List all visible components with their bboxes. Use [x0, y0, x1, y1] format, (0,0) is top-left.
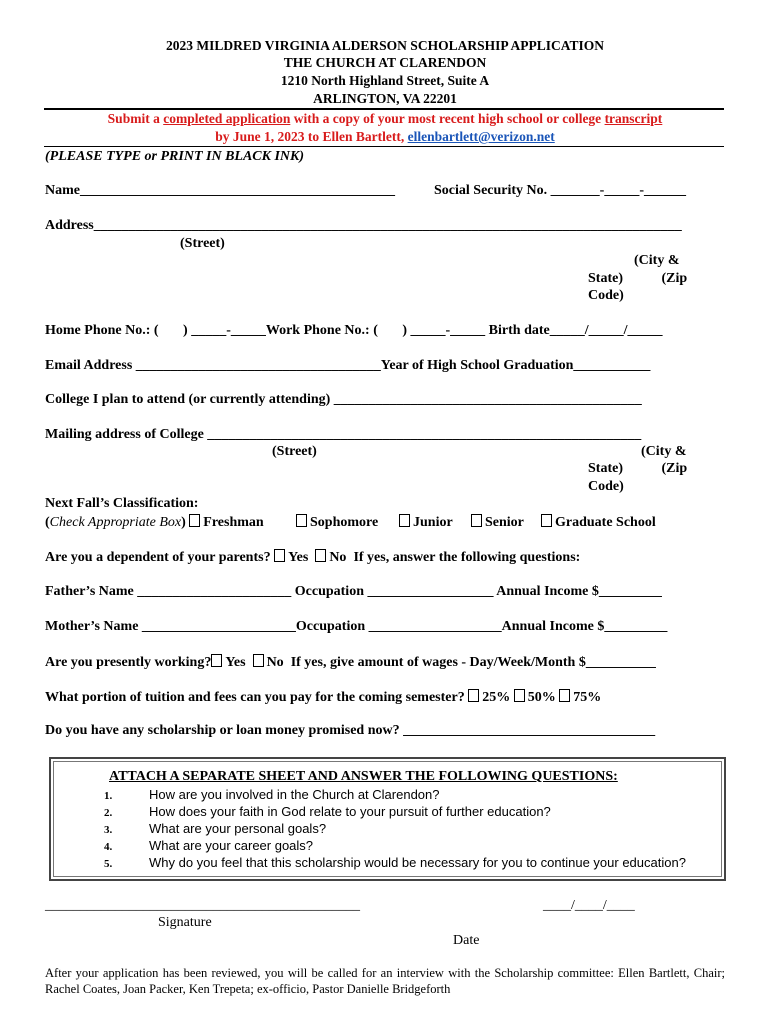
graduate-option — [541, 514, 656, 531]
header-rule — [44, 108, 724, 110]
submission-notice-line1 — [0, 111, 770, 127]
mailing-street-label: (Street) — [272, 444, 317, 459]
scholarship-row[interactable]: Do you have any scholarship or loan money promised now? ____________________________________ — [45, 723, 656, 738]
checkbox-sophomore[interactable] — [296, 514, 307, 527]
tuition-question: What portion of tuition and fees can you pay for the coming semester? — [45, 690, 465, 705]
email-graduation-row[interactable]: Email Address ___________________________________Year of High School Graduation___________ — [45, 358, 651, 373]
sophomore-option — [296, 514, 378, 531]
notice-completed: completed application — [163, 111, 291, 126]
phone-birthdate-row[interactable]: Home Phone No.: ( ) _____-_____Work Phone No.: ( ) _____-_____ Birth date_____/_____/_____ — [45, 323, 663, 338]
checkbox-working-no[interactable] — [253, 654, 264, 667]
question-text: What are your career goals? — [149, 838, 314, 853]
address-state-zip-label: State) (Zip — [588, 271, 688, 286]
check-box-label: Check Appropriate Box — [49, 515, 182, 530]
notice-pre: Submit a — [107, 111, 164, 126]
attach-title: ATTACH A SEPARATE SHEET AND ANSWER THE FOLLOWING QUESTIONS: — [109, 769, 618, 784]
working-row — [45, 654, 656, 671]
option-25: 25% — [482, 690, 511, 705]
option-graduate: Graduate School — [555, 515, 656, 530]
checkbox-dependent-yes[interactable] — [274, 549, 285, 562]
mailing-code-label: Code) — [588, 479, 624, 494]
notice-line2: by June 1, 2023 to Ellen Bartlett, — [215, 129, 408, 144]
dependent-followup: If yes, answer the following questions: — [353, 550, 581, 565]
signature-label: Signature — [158, 915, 212, 930]
checkbox-25[interactable] — [468, 689, 479, 702]
dependent-question: Are you a dependent of your parents? — [45, 550, 271, 565]
mother-row[interactable]: Mother’s Name ______________________Occupation ___________________Annual Income $_________ — [45, 619, 668, 634]
checkbox-junior[interactable] — [399, 514, 410, 527]
submission-notice-line2 — [0, 129, 770, 145]
option-freshman: Freshman — [203, 515, 264, 530]
mailing-state-zip-label: State) (Zip — [588, 461, 688, 476]
date-line[interactable]: ____/____/____ — [543, 898, 635, 913]
church-street: 1210 North Highland Street, Suite A — [280, 73, 490, 88]
church-name: THE CHURCH AT CLARENDON — [283, 55, 487, 70]
footer-note: After your application has been reviewed, you will be called for an interview with the Scholarship committee: Ellen Bartlett, Chair; Rachel Coates, Joan Packer, Ken Trepeta; ex-officio, Pastor Danielle Bridgeforth — [45, 966, 725, 996]
working-yes: Yes — [225, 655, 246, 670]
dependent-row — [45, 549, 580, 566]
college-mailing-field[interactable]: Mailing address of College ______________________________________________________________ — [45, 427, 642, 442]
classification-row: (Check Appropriate Box) Freshman — [45, 515, 264, 530]
senior-option — [471, 514, 524, 531]
question-num: 4. — [104, 841, 113, 853]
notice-mid: with a copy of your most recent high school or college — [290, 111, 605, 126]
ink-instruction: (PLEASE TYPE or PRINT IN BLACK INK) — [45, 149, 305, 164]
checkbox-75[interactable] — [559, 689, 570, 702]
checkbox-graduate[interactable] — [541, 514, 552, 527]
father-row[interactable]: Father’s Name ______________________ Occupation __________________ Annual Income $_________ — [45, 584, 662, 599]
question-text: What are your personal goals? — [149, 821, 327, 836]
working-no: No — [266, 655, 284, 670]
question-text: How are you involved in the Church at Clarendon? — [149, 787, 440, 802]
checkbox-senior[interactable] — [471, 514, 482, 527]
ssn-field[interactable]: Social Security No. _______-_____-______ — [434, 183, 686, 198]
option-sophomore: Sophomore — [310, 515, 379, 530]
question-num: 1. — [104, 790, 113, 802]
question-num: 5. — [104, 858, 113, 870]
address-city-label: (City & — [634, 253, 680, 268]
dependent-yes: Yes — [288, 550, 309, 565]
church-city: ARLINGTON, VA 22201 — [313, 91, 457, 106]
question-num: 3. — [104, 824, 113, 836]
question-text: How does your faith in God relate to your pursuit of further education? — [149, 804, 551, 819]
form-title: 2023 MILDRED VIRGINIA ALDERSON SCHOLARSHIP APPLICATION — [166, 38, 604, 53]
working-question: Are you presently working? — [45, 655, 212, 670]
contact-email-link[interactable]: ellenbartlett@verizon.net — [407, 129, 555, 144]
option-75: 75% — [573, 690, 602, 705]
address-street-label: (Street) — [180, 236, 225, 251]
checkbox-50[interactable] — [514, 689, 525, 702]
working-followup[interactable]: If yes, give amount of wages - Day/Week/Month $__________ — [290, 655, 656, 670]
option-junior: Junior — [413, 515, 453, 530]
name-field[interactable]: Name_____________________________________________ — [45, 183, 395, 198]
question-num: 2. — [104, 807, 113, 819]
dependent-no: No — [329, 550, 347, 565]
junior-option — [399, 514, 453, 531]
checkbox-dependent-no[interactable] — [315, 549, 326, 562]
notice-rule — [44, 146, 724, 147]
classification-label: Next Fall’s Classification: — [45, 496, 199, 511]
option-50: 50% — [527, 690, 556, 705]
date-label: Date — [453, 933, 480, 948]
notice-transcript: transcript — [604, 111, 663, 126]
college-field[interactable]: College I plan to attend (or currently attending) ____________________________________________ — [45, 392, 642, 407]
checkbox-working-yes[interactable] — [211, 654, 222, 667]
tuition-row — [45, 689, 601, 706]
signature-line[interactable]: _____________________________________________ — [45, 898, 360, 913]
mailing-city-label: (City & — [641, 444, 687, 459]
address-field[interactable]: Address____________________________________________________________________________________ — [45, 218, 682, 233]
address-code-label: Code) — [588, 288, 624, 303]
checkbox-freshman[interactable] — [189, 514, 200, 527]
question-text: Why do you feel that this scholarship would be necessary for you to continue your education? — [149, 855, 686, 870]
option-senior: Senior — [485, 515, 524, 530]
